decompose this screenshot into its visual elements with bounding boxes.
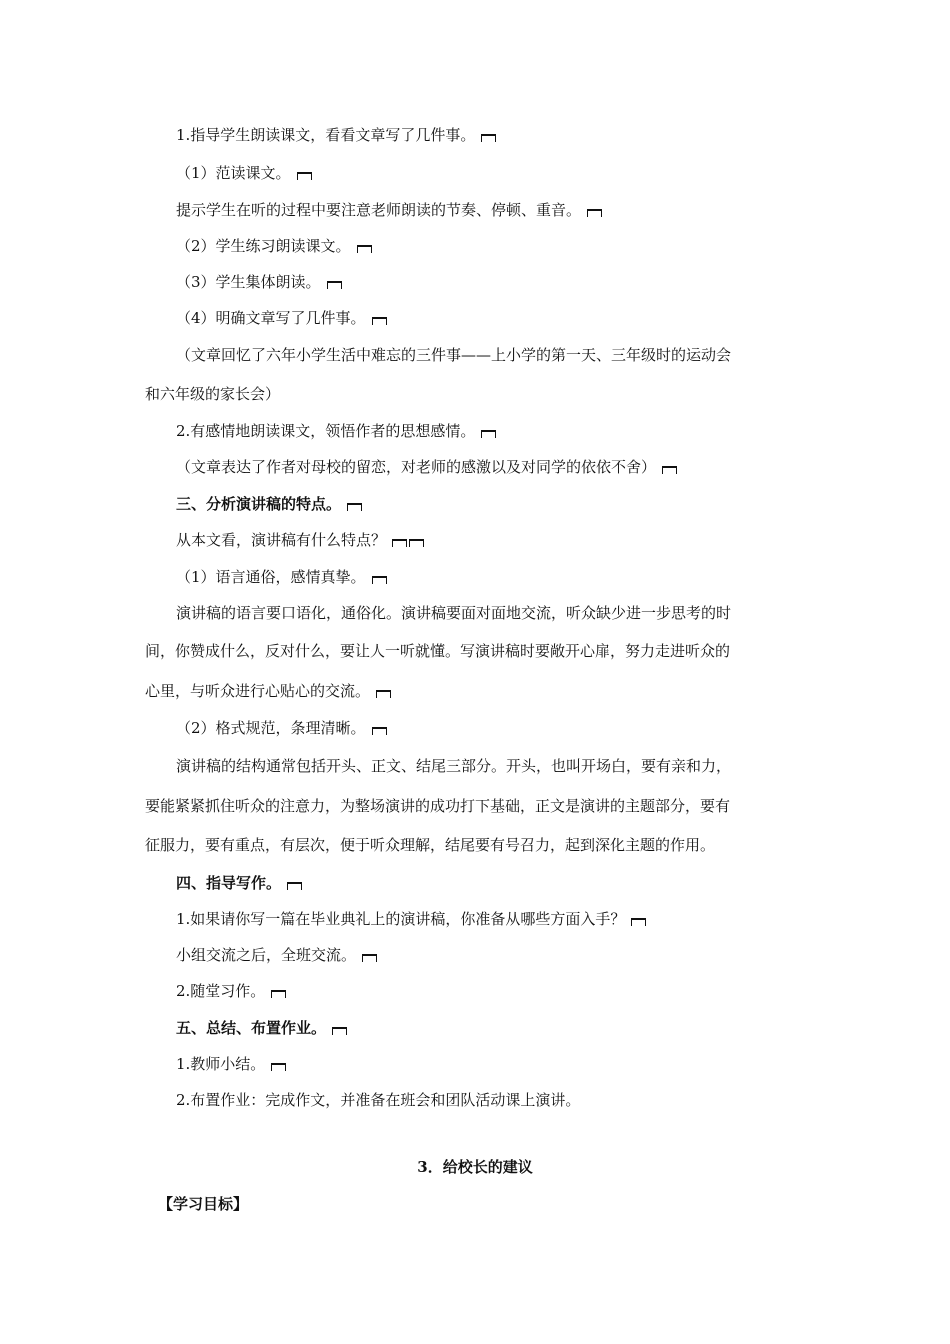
paragraph-continuation: 心里，与听众进行心贴心的交流。: [145, 681, 391, 701]
paragraph-continuation: 间，你赞成什么，反对什么，要让人一听就懂。写演讲稿时要敞开心扉，努力走进听众的: [145, 642, 731, 660]
paragraph-mark-icon: [271, 990, 286, 998]
paragraph: （1）范读课文。: [176, 163, 312, 183]
paragraph: 演讲稿的结构通常包括开头、正文、结尾三部分。开头，也叫开场白，要有亲和力，: [176, 757, 732, 775]
paragraph-mark-icon: [362, 954, 377, 962]
lesson-title: 3．给校长的建议: [417, 1158, 533, 1176]
section-heading: 三、分析演讲稿的特点。: [176, 494, 362, 514]
paragraph-mark-icon: [587, 209, 602, 217]
paragraph-mark-icon: [392, 539, 407, 547]
paragraph-continuation: 和六年级的家长会）: [145, 385, 281, 403]
paragraph: （文章表达了作者对母校的留恋，对老师的感激以及对同学的依依不舍）: [176, 457, 677, 477]
paragraph-mark-icon: [347, 503, 362, 511]
paragraph-mark-icon: [376, 690, 391, 698]
paragraph-mark-icon: [287, 882, 302, 890]
paragraph: 2.随堂习作。: [176, 981, 286, 1001]
paragraph-mark-icon: [662, 466, 677, 474]
paragraph-mark-icon: [372, 727, 387, 735]
paragraph: 1.如果请你写一篇在毕业典礼上的演讲稿，你准备从哪些方面入手？: [176, 909, 646, 929]
learning-goals-heading: 【学习目标】: [158, 1195, 249, 1213]
paragraph: （2）格式规范，条理清晰。: [176, 718, 387, 738]
paragraph: 从本文看，演讲稿有什么特点？: [176, 530, 424, 550]
paragraph-mark-icon: [271, 1063, 286, 1071]
paragraph-mark-icon: [481, 134, 496, 142]
section-heading: 五、总结、布置作业。: [176, 1018, 347, 1038]
paragraph: 1.教师小结。: [176, 1054, 286, 1074]
paragraph-mark-icon: [409, 539, 424, 547]
paragraph: 2.有感情地朗读课文，领悟作者的思想感情。: [176, 421, 496, 441]
paragraph-mark-icon: [297, 172, 312, 180]
paragraph: （文章回忆了六年小学生活中难忘的三件事——上小学的第一天、三年级时的运动会: [176, 346, 732, 364]
paragraph-mark-icon: [631, 918, 646, 926]
paragraph-mark-icon: [332, 1027, 347, 1035]
paragraph: （1）语言通俗，感情真挚。: [176, 567, 387, 587]
paragraph-mark-icon: [372, 317, 387, 325]
paragraph-continuation: 要能紧紧抓住听众的注意力，为整场演讲的成功打下基础，正文是演讲的主题部分，要有: [145, 797, 731, 815]
paragraph: 1.指导学生朗读课文，看看文章写了几件事。: [176, 125, 496, 145]
paragraph-mark-icon: [327, 281, 342, 289]
paragraph: 2.布置作业：完成作文，并准备在班会和团队活动课上演讲。: [176, 1091, 581, 1109]
paragraph: 提示学生在听的过程中要注意老师朗读的节奏、停顿、重音。: [176, 200, 602, 220]
paragraph: （2）学生练习朗读课文。: [176, 236, 372, 256]
paragraph-mark-icon: [357, 245, 372, 253]
paragraph: （3）学生集体朗读。: [176, 272, 342, 292]
paragraph-mark-icon: [372, 576, 387, 584]
paragraph: 演讲稿的语言要口语化，通俗化。演讲稿要面对面地交流，听众缺少进一步思考的时: [176, 604, 732, 622]
paragraph-mark-icon: [481, 430, 496, 438]
paragraph: 小组交流之后，全班交流。: [176, 945, 377, 965]
paragraph: （4）明确文章写了几件事。: [176, 308, 387, 328]
paragraph-continuation: 征服力，要有重点，有层次，便于听众理解，结尾要有号召力，起到深化主题的作用。: [145, 836, 716, 854]
section-heading: 四、指导写作。: [176, 873, 302, 893]
